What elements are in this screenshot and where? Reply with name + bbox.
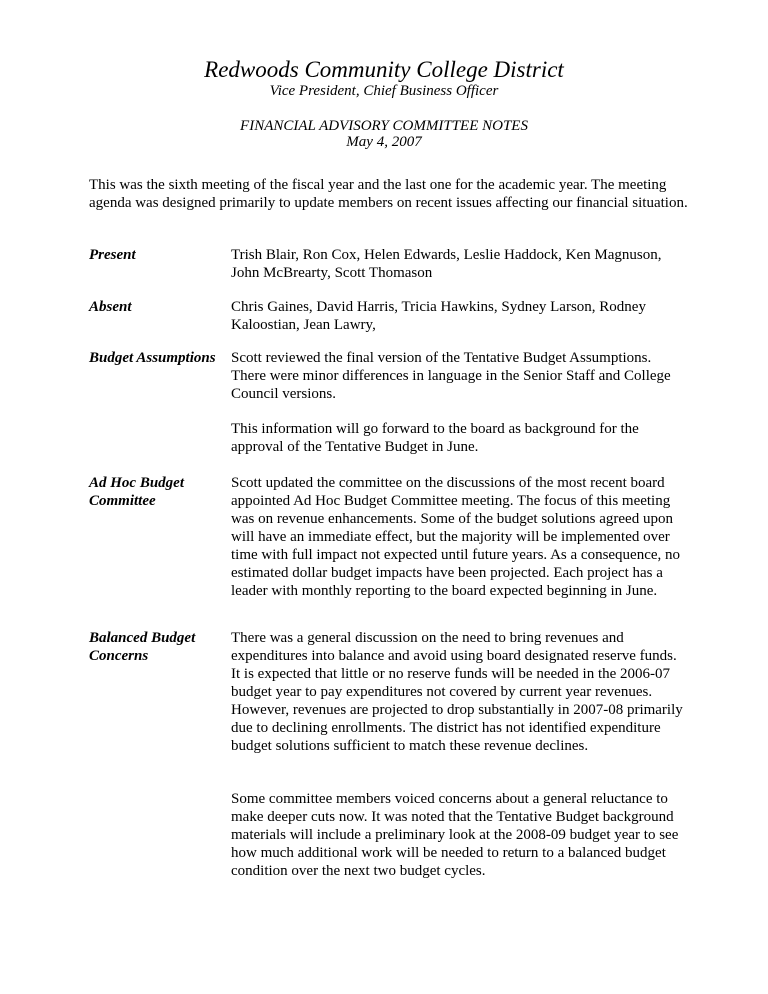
balanced-budget-label: Balanced Budget Concerns	[89, 630, 196, 664]
absent-label: Absent	[89, 299, 132, 315]
budget-assumptions-paragraph: Scott reviewed the final version of the Tentative Budget Assumptions. There were minor differences in language in the Senior Staff and College Council versions.	[231, 350, 671, 402]
budget-assumptions-paragraph: This information will go forward to the board as background for the approval of the Tentative Budget in June.	[231, 421, 639, 455]
office-subtitle: Vice President, Chief Business Officer	[269, 83, 499, 99]
present-text: Trish Blair, Ron Cox, Helen Edwards, Leslie Haddock, Ken Magnuson, John McBrearty, Scott Thomason	[231, 247, 662, 281]
present-label: Present	[89, 247, 136, 263]
ad-hoc-text: Scott updated the committee on the discussions of the most recent board appointed Ad Hoc Budget Committee meeting. The focus of this meeting was on revenue enhancements. Some of the budget solutions agreed upon will have an immediate effect, but the majority will be implemented over time with full impact not expected until future years. As a consequence, no estimated dollar budget impacts have been projected. Each project has a leader with monthly reporting to the board expected beginning in June.	[231, 475, 681, 599]
intro-paragraph: This was the sixth meeting of the fiscal year and the last one for the academic year. The meeting agenda was designed primarily to update members on recent issues affecting our financial situation.	[89, 177, 688, 211]
budget-assumptions-label: Budget Assumptions	[89, 350, 216, 366]
meeting-date: May 4, 2007	[346, 134, 422, 150]
balanced-budget-paragraph: There was a general discussion on the need to bring revenues and expenditures into balance and avoid using board designated reserve funds. It is expected that little or no reserve funds will be needed in the 2006-07 budget year to pay expenditures not covered by current year revenues. However, revenues are projected to drop substantially in 2007-08 primarily due to declining enrollments. The district has not identified expenditure budget solutions sufficient to match these revenue declines.	[231, 630, 683, 754]
district-title: Redwoods Community College District	[204, 57, 564, 82]
ad-hoc-label: Ad Hoc Budget Committee	[89, 475, 185, 509]
notes-title: FINANCIAL ADVISORY COMMITTEE NOTES	[240, 118, 528, 134]
absent-text: Chris Gaines, David Harris, Tricia Hawkins, Sydney Larson, Rodney Kaloostian, Jean Lawry,	[231, 299, 646, 333]
balanced-budget-paragraph: Some committee members voiced concerns about a general reluctance to make deeper cuts now. It was noted that the Tentative Budget background materials will include a preliminary look at the 2008-09 budget year to see how much additional work will be needed to return to a balanced budget condition over the next two budget cycles.	[231, 791, 679, 879]
